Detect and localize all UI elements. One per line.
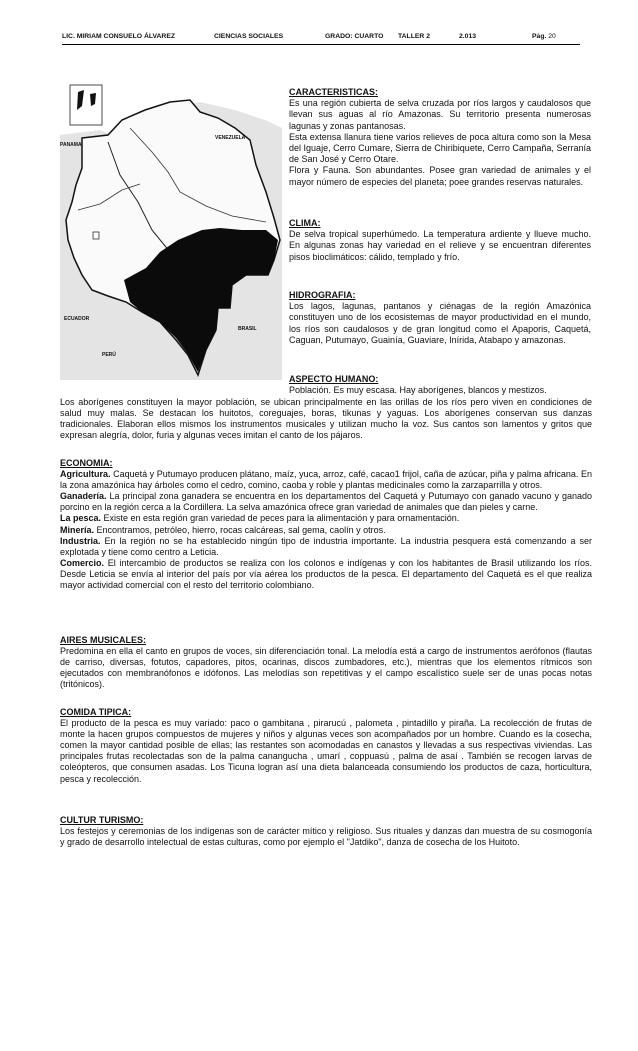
hidrografia-section [289, 290, 591, 346]
economia-item: Agricultura. Caquetá y Putumayo producen plátano, maíz, yuca, arroz, café, cacao1 frijol, caña de azúcar, piña y palma africana. En la zona amazónica hay árboles como el cedro, comino, caoba y roble y plantas medicinales como la zarzaparrilla y otros. [60, 469, 592, 491]
grade: GRADO: CUARTO [325, 33, 384, 40]
cultur-turismo-text: Los festejos y ceremonias de los indígenas son de carácter mítico y religioso. Sus rituales y danzas dan muestra de su cosmogonía y grado de desarrollo intelectual de estas culturas, como por ejemplo el "Jatdiko", danza de cosecha de los Huitoto. [60, 826, 592, 848]
comida-tipica-section [60, 707, 592, 785]
page-number: Pág. 20 [532, 33, 556, 40]
aires-musicales-heading: AIRES MUSICALES: [60, 635, 147, 645]
cultur-turismo-section [60, 815, 592, 848]
caracteristicas-p1: Es una región cubierta de selva cruzada por ríos largos y caudalosos que llevan sus aguas al río Amazonas. Su territorio presenta numerosas lagunas y zonas pantanosas. [289, 98, 591, 131]
economia-heading: ECONOMIA: [60, 458, 113, 468]
caracteristicas-section [289, 87, 591, 188]
aires-musicales-text: Predomina en ella el canto en grupos de voces, sin diferenciación tonal. La melodía está a cargo de instrumentos aerófonos (flautas de carriso, diversas, fotutos, capadores, pitos, ocarinas, discos zumbadores, etc.), mientras que los elementos rítmicos son ejecutados con membranófonos e idófonos. Las melodías son repetitivas y el campo escalístico suele ser de unas pocas notas (tritónicos). [60, 646, 592, 690]
caracteristicas-p3: Flora y Fauna. Son abundantes. Posee gran variedad de animales y el mayor número de especies del planeta; poee grandes reservas naturales. [289, 165, 591, 187]
cultur-turismo-heading: CULTUR TURISMO: [60, 815, 144, 825]
map-figure [60, 80, 282, 380]
label-panama: PANAMA [60, 142, 82, 148]
comida-tipica-heading: COMIDA TIPICA: [60, 707, 132, 717]
label-ecuador: ECUADOR [64, 316, 90, 322]
caracteristicas-heading: CARACTERISTICAS: [289, 87, 378, 97]
subject: CIENCIAS SOCIALES [214, 33, 284, 40]
economia-item: Ganadería. La principal zona ganadera se encuentra en los departamentos del Caquetá y Putumayo con ganado vacuno y ganado porcino en la región cerca a la Cordillera. La selva amazónica ofrece gran variedad de animales que dan pieles y carne. [60, 491, 592, 513]
workshop: TALLER 2 [398, 33, 430, 40]
year: 2.013 [459, 33, 477, 40]
clima-heading: CLIMA: [289, 218, 321, 228]
page-header [62, 30, 580, 45]
economia-section [60, 458, 592, 591]
label-brasil: BRASIL [238, 326, 257, 332]
hidrografia-text: Los lagos, lagunas, pantanos y ciénagas de la región Amazónica constituyen uno de los ecosistemas de mayor productividad en el mundo, los ríos son caudalosos y de gran longitud como el Apaporis, Caquetá, Caguan, Putumayo, Guainía, Guaviare, Inírida, Atabapo y amazonas. [289, 301, 591, 345]
aspecto-humano-body [60, 397, 592, 441]
aspecto-humano-heading: ASPECTO HUMANO: [289, 374, 379, 384]
economia-item: Minería. Encontramos, petróleo, hierro, rocas calcáreas, sal gema, caolín y otros. [60, 524, 386, 535]
aspecto-humano-header [289, 374, 591, 396]
clima-section [289, 218, 591, 263]
author: LIC. MIRIAM CONSUELO ÁLVAREZ [62, 33, 176, 40]
aspecto-humano-first-line: Población. Es muy escasa. Hay aborígenes, blancos y mestizos. [289, 385, 547, 396]
clima-text: De selva tropical superhúmedo. La temperatura ardiente y llueve mucho. En algunas zonas hay variedad en el relieve y se encuentran diferentes pisos bioclimáticos: cálido, templado y frío. [289, 229, 591, 262]
label-peru: PERÚ [102, 352, 116, 358]
hidrografia-heading: HIDROGRAFIA: [289, 290, 356, 300]
economia-item: Comercio. El intercambio de productos se realiza con los colonos e indígenas y con los habitantes de Brasil utilizando los ríos. Desde Leticia se envía al interior del país por vía aérea los productos de la pesca. El departamento del Caquetá es el que realiza mayor actividad comercial con el resto del territorio colombiano. [60, 557, 592, 591]
economia-item: Industria. En la región no se ha establecido ningún tipo de industria importante. La industria pesquera está comenzando a ser explotada y tiene como centro a Leticia. [60, 535, 592, 557]
comida-tipica-text: El producto de la pesca es muy variado: paco o gambitana , pirarucú , palometa , pintadillo y piraña. La recolección de frutas de monte la hacen grupos compuestos de mujeres y niños y algunas veces son acompañados por un hombre. Cuando es la cosecha, comen la mayor cantidad posible de ellas; las restantes son acomodadas en canastos y llevadas a sus respectivas viviendas. Las principales frutas recolectadas son de la palma canangucha , umarí , coppuasú , palma de asaí . También se recogen larvas de coleópteros, que consumen asadas. Los Ticuna logran así una dieta balanceada consumiendo los productos de caza, horticultura, pesca y recolección. [60, 718, 592, 784]
caracteristicas-p2: Esta extensa llanura tiene varios relieves de poca altura como son la Mesa del Iguaje, Cerro Cumare, Sierra de Chiribiquete, Cerro Campaña, Serranía de San José y Cerro Otare. [289, 131, 591, 165]
label-venezuela: VENEZUELA [215, 135, 246, 141]
economia-item: La pesca. Existe en esta región gran variedad de peces para la alimentación y para ornamentación. [60, 513, 460, 524]
colombia-amazon-map [60, 80, 282, 380]
aspecto-humano-text: Los aborígenes constituyen la mayor población, se ubican principalmente en las orillas de los ríos pero viven en condiciones de salud muy malas. Se destacan los huitotos, coreguajes, boras, tikunas y yaguas. Los aborígenes conservan sus danzas tradicionales. Elaboran ellos mismos los instrumentos musicales y utilizan mucho la voz. Sus cantos son lamentos y gritos que expresan alegría, dolor, furia y algunas veces imitan el canto de los pájaros. [60, 397, 592, 441]
aires-musicales-section [60, 635, 592, 690]
